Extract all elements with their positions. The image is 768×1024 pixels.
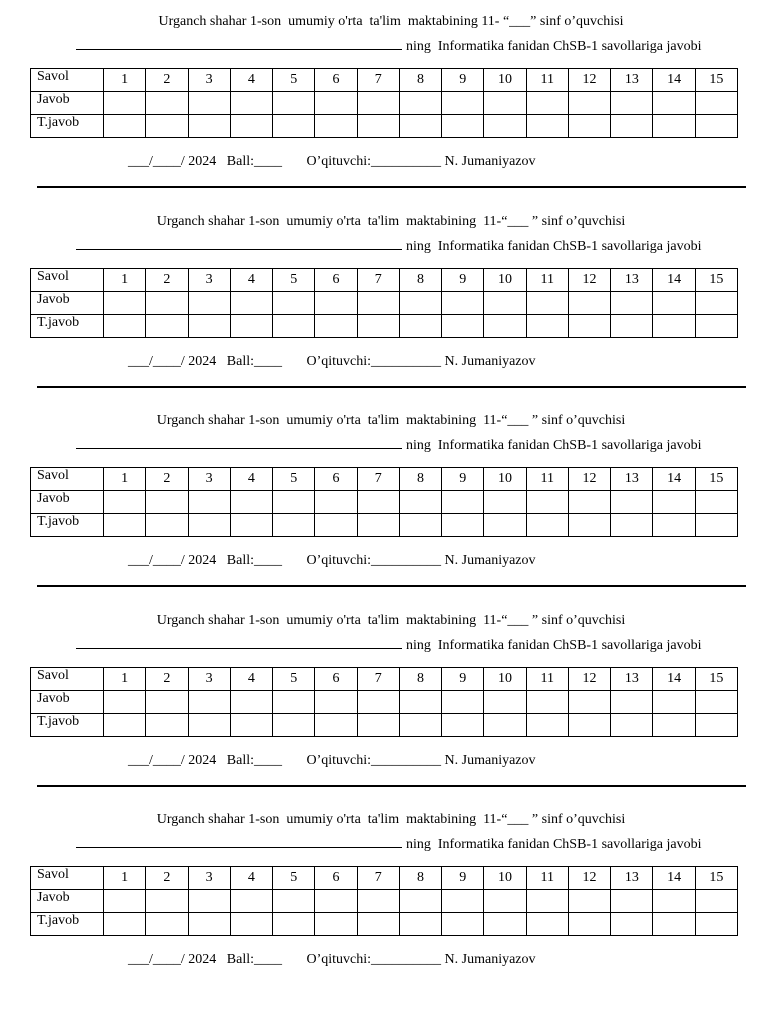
answer-cell[interactable]: [568, 291, 610, 314]
answer-cell[interactable]: [146, 491, 188, 514]
subtitle-text: ning Informatika fanidan ChSB-1 savollariga javobi: [406, 837, 702, 852]
question-number-cell: 9: [442, 667, 484, 690]
row-label: Javob: [31, 491, 104, 514]
sheet-subtitle: [76, 36, 702, 56]
answer-cell[interactable]: [188, 514, 230, 537]
sheet-subtitle: [76, 435, 702, 455]
table-row: [31, 667, 738, 690]
answer-cell[interactable]: [653, 291, 695, 314]
answer-cell[interactable]: [146, 314, 188, 337]
answer-cell[interactable]: [653, 92, 695, 115]
answer-table: [30, 68, 738, 138]
table-row: [31, 115, 738, 138]
answer-cell[interactable]: [653, 890, 695, 913]
answer-cell[interactable]: [273, 713, 315, 736]
answer-cell[interactable]: [357, 913, 399, 936]
question-number-cell: 13: [611, 468, 653, 491]
question-number-cell: 11: [526, 268, 568, 291]
answer-cell[interactable]: [230, 890, 272, 913]
answer-cell[interactable]: [526, 291, 568, 314]
row-label: Javob: [31, 291, 104, 314]
table-row: [31, 514, 738, 537]
answer-cell[interactable]: [568, 514, 610, 537]
answer-cell[interactable]: [442, 115, 484, 138]
answer-cell[interactable]: [273, 913, 315, 936]
sheet-subtitle: [76, 236, 702, 256]
answer-cell[interactable]: [273, 890, 315, 913]
answer-cell[interactable]: [442, 713, 484, 736]
question-number-cell: 5: [273, 867, 315, 890]
question-number-cell: 11: [526, 468, 568, 491]
table-row: [31, 69, 738, 92]
answer-cell[interactable]: [188, 713, 230, 736]
answer-cell[interactable]: [526, 514, 568, 537]
row-label: T.javob: [31, 514, 104, 537]
row-label: Javob: [31, 92, 104, 115]
question-number-cell: 9: [442, 268, 484, 291]
answer-sheet: [0, 798, 768, 998]
student-name-blank[interactable]: [76, 236, 402, 250]
answer-cell[interactable]: [315, 115, 357, 138]
answer-cell[interactable]: [104, 314, 146, 337]
row-label: Savol: [31, 468, 104, 491]
subtitle-text: ning Informatika fanidan ChSB-1 savollariga javobi: [406, 238, 702, 254]
question-number-cell: 6: [315, 867, 357, 890]
answer-cell[interactable]: [315, 913, 357, 936]
question-number-cell: 10: [484, 468, 526, 491]
answer-cell[interactable]: [273, 291, 315, 314]
question-number-cell: 7: [357, 69, 399, 92]
answer-cell[interactable]: [442, 92, 484, 115]
answer-table: [30, 467, 738, 537]
answer-cell[interactable]: [230, 514, 272, 537]
answer-cell[interactable]: [526, 713, 568, 736]
table-row: [31, 890, 738, 913]
question-number-cell: 12: [568, 268, 610, 291]
question-number-cell: 8: [399, 69, 441, 92]
cut-line-divider: [37, 386, 746, 388]
answer-cell[interactable]: [442, 890, 484, 913]
answer-cell[interactable]: [357, 115, 399, 138]
answer-cell[interactable]: [188, 92, 230, 115]
table-row: [31, 913, 738, 936]
answer-cell[interactable]: [104, 115, 146, 138]
question-number-cell: 4: [230, 468, 272, 491]
answer-cell[interactable]: [273, 92, 315, 115]
answer-cell[interactable]: [484, 514, 526, 537]
answer-cell[interactable]: [146, 291, 188, 314]
answer-cell[interactable]: [611, 690, 653, 713]
question-number-cell: 11: [526, 667, 568, 690]
answer-cell[interactable]: [653, 690, 695, 713]
question-number-cell: 12: [568, 667, 610, 690]
answer-cell[interactable]: [568, 690, 610, 713]
answer-cell[interactable]: [273, 690, 315, 713]
answer-cell[interactable]: [568, 314, 610, 337]
question-number-cell: 14: [653, 867, 695, 890]
table-row: [31, 491, 738, 514]
question-number-cell: 15: [695, 468, 737, 491]
answer-cell[interactable]: [357, 514, 399, 537]
answer-cell[interactable]: [230, 314, 272, 337]
answer-cell[interactable]: [484, 291, 526, 314]
question-number-cell: 6: [315, 468, 357, 491]
question-number-cell: 3: [188, 268, 230, 291]
answer-cell[interactable]: [611, 491, 653, 514]
question-number-cell: 5: [273, 667, 315, 690]
row-label: Savol: [31, 69, 104, 92]
answer-cell[interactable]: [526, 890, 568, 913]
question-number-cell: 15: [695, 667, 737, 690]
question-number-cell: 7: [357, 667, 399, 690]
question-number-cell: 11: [526, 867, 568, 890]
question-number-cell: 1: [104, 468, 146, 491]
student-name-blank[interactable]: [76, 834, 402, 848]
answer-cell[interactable]: [315, 92, 357, 115]
answer-cell[interactable]: [104, 92, 146, 115]
question-number-cell: 14: [653, 268, 695, 291]
question-number-cell: 6: [315, 268, 357, 291]
answer-cell[interactable]: [442, 314, 484, 337]
question-number-cell: 13: [611, 867, 653, 890]
answer-cell[interactable]: [695, 514, 737, 537]
question-number-cell: 10: [484, 867, 526, 890]
question-number-cell: 12: [568, 468, 610, 491]
answer-cell[interactable]: [230, 291, 272, 314]
answer-cell[interactable]: [695, 491, 737, 514]
row-label: T.javob: [31, 115, 104, 138]
table-row: [31, 291, 738, 314]
answer-cell[interactable]: [315, 690, 357, 713]
answer-cell[interactable]: [484, 913, 526, 936]
answer-cell[interactable]: [484, 890, 526, 913]
answer-cell[interactable]: [568, 491, 610, 514]
answer-cell[interactable]: [695, 890, 737, 913]
question-number-cell: 1: [104, 268, 146, 291]
answer-cell[interactable]: [568, 913, 610, 936]
question-number-cell: 9: [442, 69, 484, 92]
question-number-cell: 5: [273, 468, 315, 491]
question-number-cell: 3: [188, 468, 230, 491]
question-number-cell: 4: [230, 69, 272, 92]
table-row: [31, 314, 738, 337]
answer-cell[interactable]: [357, 291, 399, 314]
answer-sheet: [0, 0, 768, 200]
answer-cell[interactable]: [399, 314, 441, 337]
answer-cell[interactable]: [188, 890, 230, 913]
student-name-blank[interactable]: [76, 635, 402, 649]
question-number-cell: 9: [442, 468, 484, 491]
answer-cell[interactable]: [315, 491, 357, 514]
question-number-cell: 2: [146, 667, 188, 690]
answer-cell[interactable]: [104, 291, 146, 314]
sheet-title: Urganch shahar 1-son umumiy o'rta ta'lim maktabining 11- “___” sinf o’quvchisi: [158, 14, 624, 29]
answer-cell[interactable]: [695, 713, 737, 736]
answer-cell[interactable]: [188, 690, 230, 713]
sheet-footer: ___/____/ 2024 Ball:____ O’qituvchi:__________ N. Jumaniyazov: [128, 353, 536, 369]
row-label: Javob: [31, 890, 104, 913]
student-name-blank[interactable]: [76, 435, 402, 449]
answer-table: [30, 667, 738, 737]
question-number-cell: 10: [484, 69, 526, 92]
table-row: [31, 268, 738, 291]
answer-cell[interactable]: [653, 514, 695, 537]
answer-cell[interactable]: [230, 115, 272, 138]
answer-cell[interactable]: [695, 92, 737, 115]
answer-cell[interactable]: [653, 115, 695, 138]
sheet-title: Urganch shahar 1-son umumiy o'rta ta'lim maktabining 11-“___ ” sinf o’quvchisi: [156, 213, 626, 229]
sheet-footer: ___/____/ 2024 Ball:____ O’qituvchi:__________ N. Jumaniyazov: [128, 952, 536, 967]
answer-cell[interactable]: [273, 115, 315, 138]
row-label: Javob: [31, 690, 104, 713]
answer-cell[interactable]: [442, 514, 484, 537]
answer-cell[interactable]: [357, 890, 399, 913]
question-number-cell: 14: [653, 667, 695, 690]
answer-cell[interactable]: [104, 890, 146, 913]
answer-cell[interactable]: [104, 690, 146, 713]
answer-cell[interactable]: [357, 491, 399, 514]
answer-cell[interactable]: [611, 713, 653, 736]
answer-cell[interactable]: [526, 314, 568, 337]
answer-cell[interactable]: [357, 713, 399, 736]
question-number-cell: 8: [399, 468, 441, 491]
answer-cell[interactable]: [611, 514, 653, 537]
answer-cell[interactable]: [146, 115, 188, 138]
answer-cell[interactable]: [611, 115, 653, 138]
answer-cell[interactable]: [104, 514, 146, 537]
answer-cell[interactable]: [526, 115, 568, 138]
answer-cell[interactable]: [399, 890, 441, 913]
row-label: T.javob: [31, 713, 104, 736]
question-number-cell: 2: [146, 468, 188, 491]
answer-cell[interactable]: [315, 514, 357, 537]
answer-cell[interactable]: [526, 690, 568, 713]
table-row: [31, 468, 738, 491]
sheet-footer: ___/____/ 2024 Ball:____ O’qituvchi:__________ N. Jumaniyazov: [128, 154, 536, 169]
answer-cell[interactable]: [484, 115, 526, 138]
subtitle-text: ning Informatika fanidan ChSB-1 savollariga javobi: [406, 438, 702, 453]
question-number-cell: 2: [146, 69, 188, 92]
question-number-cell: 1: [104, 867, 146, 890]
cut-line-divider: [37, 785, 746, 787]
answer-cell[interactable]: [653, 314, 695, 337]
sheet-title: Urganch shahar 1-son umumiy o'rta ta'lim maktabining 11-“___ ” sinf o’quvchisi: [156, 812, 626, 827]
question-number-cell: 5: [273, 268, 315, 291]
answer-cell[interactable]: [104, 913, 146, 936]
answer-cell[interactable]: [188, 913, 230, 936]
answer-sheet: [0, 200, 768, 400]
answer-cell[interactable]: [484, 314, 526, 337]
question-number-cell: 3: [188, 667, 230, 690]
answer-cell[interactable]: [146, 713, 188, 736]
answer-cell[interactable]: [695, 291, 737, 314]
question-number-cell: 13: [611, 667, 653, 690]
answer-cell[interactable]: [526, 491, 568, 514]
answer-cell[interactable]: [399, 115, 441, 138]
question-number-cell: 1: [104, 69, 146, 92]
answer-cell[interactable]: [568, 115, 610, 138]
question-number-cell: 15: [695, 867, 737, 890]
answer-cell[interactable]: [653, 491, 695, 514]
answer-cell[interactable]: [104, 713, 146, 736]
answer-cell[interactable]: [568, 890, 610, 913]
answer-cell[interactable]: [442, 491, 484, 514]
sheet-footer: ___/____/ 2024 Ball:____ O’qituvchi:__________ N. Jumaniyazov: [128, 752, 536, 768]
question-number-cell: 1: [104, 667, 146, 690]
answer-cell[interactable]: [188, 115, 230, 138]
answer-cell[interactable]: [315, 291, 357, 314]
question-number-cell: 12: [568, 867, 610, 890]
answer-cell[interactable]: [188, 291, 230, 314]
answer-cell[interactable]: [484, 92, 526, 115]
answer-cell[interactable]: [399, 291, 441, 314]
row-label: Savol: [31, 867, 104, 890]
subtitle-text: ning Informatika fanidan ChSB-1 savollariga javobi: [406, 637, 702, 653]
answer-cell[interactable]: [273, 491, 315, 514]
question-number-cell: 6: [315, 667, 357, 690]
question-number-cell: 7: [357, 867, 399, 890]
question-number-cell: 9: [442, 867, 484, 890]
question-number-cell: 2: [146, 867, 188, 890]
answer-cell[interactable]: [442, 913, 484, 936]
row-label: Savol: [31, 667, 104, 690]
question-number-cell: 2: [146, 268, 188, 291]
answer-cell[interactable]: [230, 913, 272, 936]
table-row: [31, 867, 738, 890]
question-number-cell: 4: [230, 268, 272, 291]
question-number-cell: 7: [357, 468, 399, 491]
answer-cell[interactable]: [230, 491, 272, 514]
answer-table: [30, 268, 738, 338]
question-number-cell: 6: [315, 69, 357, 92]
answer-cell[interactable]: [695, 913, 737, 936]
answer-cell[interactable]: [273, 514, 315, 537]
question-number-cell: 7: [357, 268, 399, 291]
question-number-cell: 14: [653, 69, 695, 92]
answer-cell[interactable]: [146, 514, 188, 537]
answer-cell[interactable]: [568, 713, 610, 736]
subtitle-text: ning Informatika fanidan ChSB-1 savollariga javobi: [406, 39, 702, 54]
answer-cell[interactable]: [357, 690, 399, 713]
table-row: [31, 92, 738, 115]
sheet-title: Urganch shahar 1-son umumiy o'rta ta'lim maktabining 11-“___ ” sinf o’quvchisi: [156, 413, 626, 428]
question-number-cell: 13: [611, 69, 653, 92]
question-number-cell: 4: [230, 667, 272, 690]
answer-cell[interactable]: [695, 115, 737, 138]
answer-cell[interactable]: [484, 690, 526, 713]
answer-cell[interactable]: [399, 713, 441, 736]
answer-cell[interactable]: [230, 690, 272, 713]
answer-cell[interactable]: [399, 491, 441, 514]
question-number-cell: 5: [273, 69, 315, 92]
question-number-cell: 12: [568, 69, 610, 92]
question-number-cell: 8: [399, 268, 441, 291]
answer-cell[interactable]: [399, 690, 441, 713]
answer-cell[interactable]: [611, 890, 653, 913]
answer-cell[interactable]: [526, 92, 568, 115]
answer-cell[interactable]: [273, 314, 315, 337]
question-number-cell: 8: [399, 667, 441, 690]
answer-cell[interactable]: [146, 913, 188, 936]
answer-sheet: [0, 399, 768, 599]
row-label: T.javob: [31, 913, 104, 936]
answer-cell[interactable]: [695, 690, 737, 713]
question-number-cell: 4: [230, 867, 272, 890]
cut-line-divider: [37, 585, 746, 587]
answer-cell[interactable]: [230, 713, 272, 736]
question-number-cell: 14: [653, 468, 695, 491]
answer-cell[interactable]: [230, 92, 272, 115]
question-number-cell: 10: [484, 667, 526, 690]
student-name-blank[interactable]: [76, 36, 402, 50]
answer-cell[interactable]: [695, 314, 737, 337]
answer-cell[interactable]: [315, 314, 357, 337]
row-label: T.javob: [31, 314, 104, 337]
answer-cell[interactable]: [399, 514, 441, 537]
question-number-cell: 3: [188, 69, 230, 92]
question-number-cell: 11: [526, 69, 568, 92]
answer-cell[interactable]: [188, 491, 230, 514]
sheet-title: Urganch shahar 1-son umumiy o'rta ta'lim maktabining 11-“___ ” sinf o’quvchisi: [156, 612, 626, 628]
sheet-subtitle: [76, 635, 702, 655]
answer-cell[interactable]: [568, 92, 610, 115]
answer-cell[interactable]: [357, 314, 399, 337]
sheet-footer: ___/____/ 2024 Ball:____ O’qituvchi:__________ N. Jumaniyazov: [128, 553, 536, 568]
question-number-cell: 15: [695, 268, 737, 291]
answer-sheet: [0, 599, 768, 799]
answer-cell[interactable]: [653, 713, 695, 736]
answer-table: [30, 866, 738, 936]
question-number-cell: 8: [399, 867, 441, 890]
answer-cell[interactable]: [146, 690, 188, 713]
answer-cell[interactable]: [104, 491, 146, 514]
answer-cell[interactable]: [653, 913, 695, 936]
answer-cell[interactable]: [611, 913, 653, 936]
question-number-cell: 10: [484, 268, 526, 291]
answer-cell[interactable]: [442, 291, 484, 314]
answer-cell[interactable]: [611, 92, 653, 115]
answer-cell[interactable]: [315, 713, 357, 736]
answer-cell[interactable]: [146, 92, 188, 115]
answer-cell[interactable]: [315, 890, 357, 913]
answer-cell[interactable]: [442, 690, 484, 713]
answer-cell[interactable]: [399, 92, 441, 115]
table-row: [31, 713, 738, 736]
answer-cell[interactable]: [484, 713, 526, 736]
answer-cell[interactable]: [399, 913, 441, 936]
table-row: [31, 690, 738, 713]
answer-cell[interactable]: [188, 314, 230, 337]
answer-cell[interactable]: [611, 314, 653, 337]
answer-cell[interactable]: [146, 890, 188, 913]
row-label: Savol: [31, 268, 104, 291]
answer-cell[interactable]: [484, 491, 526, 514]
answer-cell[interactable]: [611, 291, 653, 314]
question-number-cell: 13: [611, 268, 653, 291]
question-number-cell: 15: [695, 69, 737, 92]
question-number-cell: 3: [188, 867, 230, 890]
cut-line-divider: [37, 186, 746, 188]
sheet-subtitle: [76, 834, 702, 854]
answer-cell[interactable]: [526, 913, 568, 936]
answer-cell[interactable]: [357, 92, 399, 115]
